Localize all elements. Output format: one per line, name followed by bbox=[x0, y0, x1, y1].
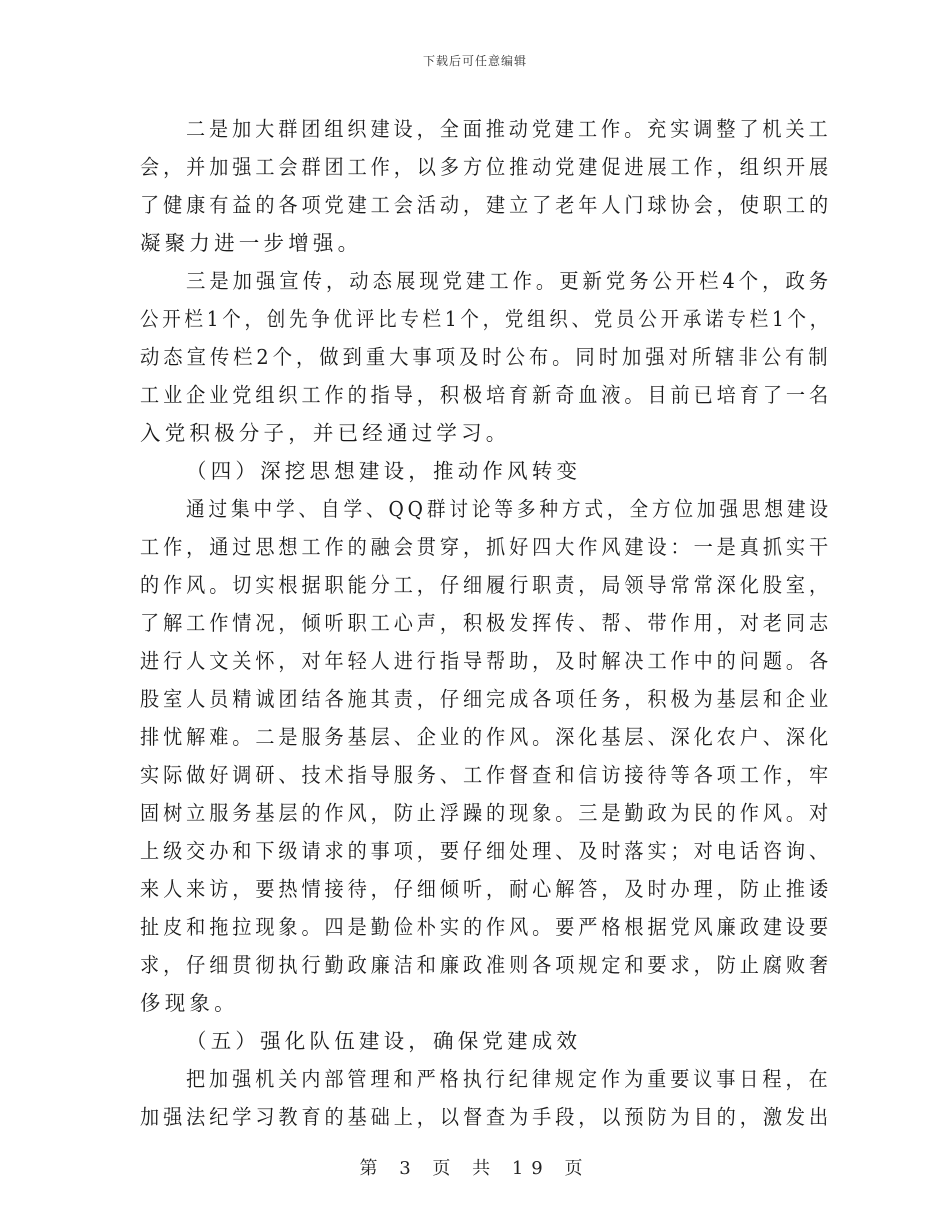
paragraph-line: 了健康有益的各项党建工会活动，建立了老年人门球协会，使职工的 bbox=[140, 193, 833, 217]
paragraph-line: 排忧解难。二是服务基层、企业的作风。深化基层、深化农户、深化 bbox=[140, 725, 833, 749]
page-header: 下载后可任意编辑 bbox=[422, 54, 527, 68]
paragraph-line: 的作风。切实根据职能分工，仔细履行职责，局领导常常深化股室， bbox=[140, 573, 833, 597]
paragraph-line: 会，并加强工会群团工作，以多方位推动党建促进展工作，组织开展 bbox=[140, 155, 833, 179]
paragraph-line: 求，仔细贯彻执行勤政廉洁和廉政准则各项规定和要求，防止腐败奢 bbox=[140, 953, 833, 977]
paragraph-line: 二是加大群团组织建设，全面推动党建工作。充实调整了机关工 bbox=[186, 117, 832, 141]
paragraph-line: 来人来访，要热情接待，仔细倾听，耐心解答，及时办理，防止推诿 bbox=[140, 877, 833, 901]
paragraph-line: 实际做好调研、技术指导服务、工作督查和信访接待等各项工作，牢 bbox=[140, 763, 833, 787]
paragraph-line: 入党积极分子，并已经通过学习。 bbox=[140, 421, 511, 445]
paragraph-line: 扯皮和拖拉现象。四是勤俭朴实的作风。要严格根据党风廉政建设要 bbox=[140, 915, 833, 939]
paragraph-line: 通过集中学、自学、QQ群讨论等多种方式，全方位加强思想建设 bbox=[186, 497, 832, 521]
page-number-footer: 第 3 页 共 19 页 bbox=[359, 1158, 591, 1179]
paragraph-line: 工作，通过思想工作的融会贯穿，抓好四大作风建设：一是真抓实干 bbox=[140, 535, 833, 559]
paragraph-line: 凝聚力进一步增强。 bbox=[140, 231, 363, 255]
section-heading: （四）深挖思想建设，推动作风转变 bbox=[186, 459, 582, 483]
paragraph-line: 三是加强宣传，动态展现党建工作。更新党务公开栏4个，政务 bbox=[186, 269, 833, 293]
paragraph-line: 动态宣传栏2个，做到重大事项及时公布。同时加强对所辖非公有制 bbox=[140, 345, 832, 369]
paragraph-line: 工业企业党组织工作的指导，积极培育新奇血液。目前已培育了一名 bbox=[140, 383, 833, 407]
paragraph-line: 把加强机关内部管理和严格执行纪律规定作为重要议事日程，在 bbox=[186, 1067, 832, 1091]
paragraph-line: 侈现象。 bbox=[140, 991, 239, 1015]
section-heading: （五）强化队伍建设，确保党建成效 bbox=[186, 1029, 582, 1053]
paragraph-line: 股室人员精诚团结各施其责，仔细完成各项任务，积极为基层和企业 bbox=[140, 687, 833, 711]
paragraph-line: 加强法纪学习教育的基础上，以督查为手段，以预防为目的，激发出 bbox=[140, 1105, 833, 1129]
paragraph-line: 了解工作情况，倾听职工心声，积极发挥传、帮、带作用，对老同志 bbox=[140, 611, 833, 635]
paragraph-line: 固树立服务基层的作风，防止浮躁的现象。三是勤政为民的作风。对 bbox=[140, 801, 833, 825]
paragraph-line: 上级交办和下级请求的事项，要仔细处理、及时落实；对电话咨询、 bbox=[140, 839, 833, 863]
paragraph-line: 进行人文关怀，对年轻人进行指导帮助，及时解决工作中的问题。各 bbox=[140, 649, 833, 673]
paragraph-line: 公开栏1个，创先争优评比专栏1个，党组织、党员公开承诺专栏1个， bbox=[140, 307, 832, 331]
